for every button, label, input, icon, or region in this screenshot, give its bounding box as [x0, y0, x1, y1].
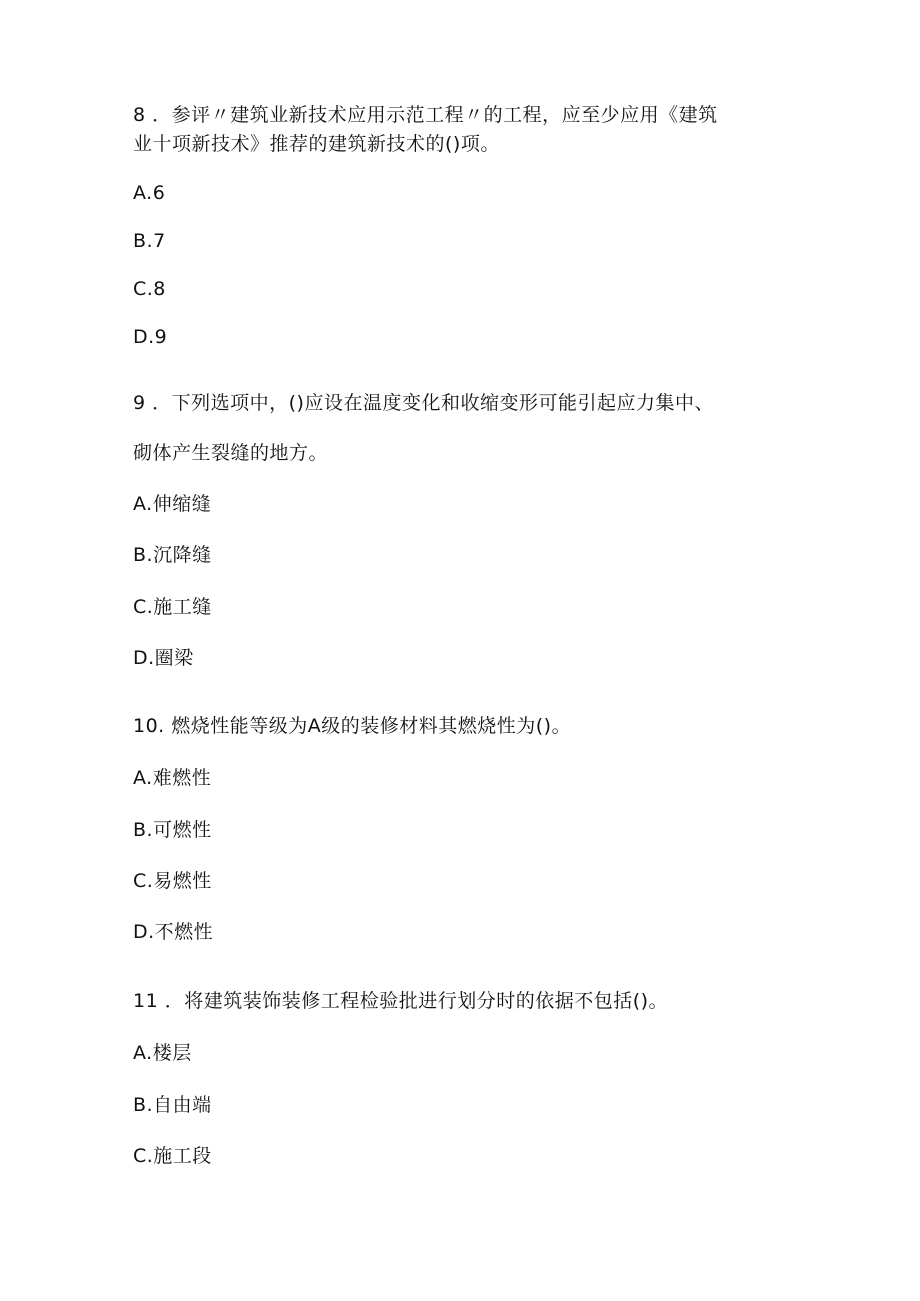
question-10-option-d: D.不燃性 [133, 921, 214, 943]
question-8-stem-line-1: 8 ．参评〃建筑业新技术应用示范工程〃的工程，应至少应用《建筑 [133, 104, 718, 126]
question-8-stem-line-2: 业十项新技术》推荐的建筑新技术的()项。 [133, 133, 500, 155]
question-9-option-b: B.沉降缝 [133, 544, 212, 566]
question-10-option-b: B.可燃性 [133, 819, 212, 841]
question-10-option-a: A.难燃性 [133, 767, 212, 789]
question-9-stem-line-2: 砌体产生裂缝的地方。 [133, 442, 329, 464]
question-11-option-b: B.自由端 [133, 1094, 212, 1116]
question-9-option-d: D.圈梁 [133, 647, 194, 669]
question-9-option-c: C.施工缝 [133, 596, 212, 618]
question-9-stem-line-1: 9 ．下列选项中，()应设在温度变化和收缩变形可能引起应力集中、 [133, 392, 714, 414]
question-9-option-a: A.伸缩缝 [133, 493, 212, 515]
question-8-option-b: B.7 [133, 230, 166, 252]
question-8-option-c: C.8 [133, 278, 166, 300]
question-11-stem-line-1: 11 ．将建筑装饰装修工程检验批进行划分时的依据不包括()。 [133, 990, 669, 1012]
question-11-option-a: A.楼层 [133, 1042, 192, 1064]
question-10-option-c: C.易燃性 [133, 870, 212, 892]
question-8-option-a: A.6 [133, 182, 166, 204]
question-11-option-c: C.施工段 [133, 1145, 212, 1167]
question-8-option-d: D.9 [133, 326, 168, 348]
question-10-stem-line-1: 10. 燃烧性能等级为A级的装修材料其燃烧性为()。 [133, 715, 572, 737]
